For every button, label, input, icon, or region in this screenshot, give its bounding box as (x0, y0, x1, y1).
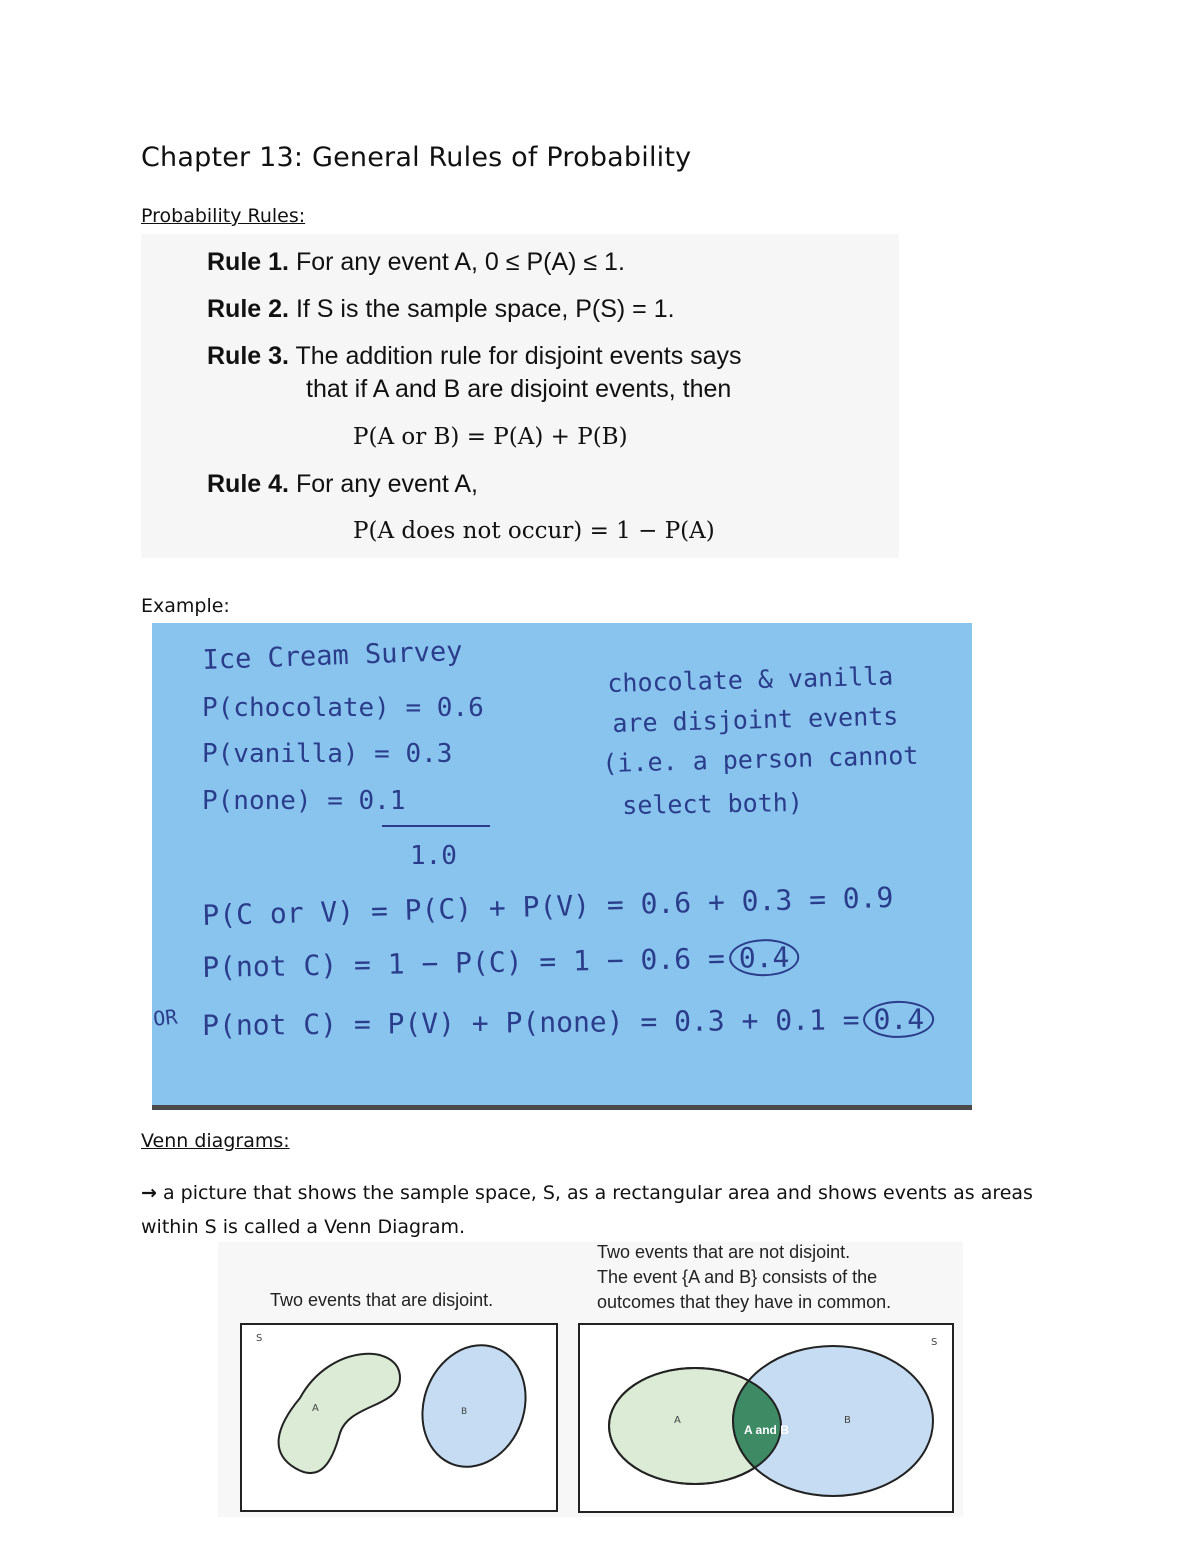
board-eq-or: P(C or V) = P(C) + P(V) = 0.6 + 0.3 = 0.9 (202, 880, 894, 932)
rule-2: Rule 2. If S is the sample space, P(S) = 1. (207, 295, 675, 323)
board-sum-line (382, 825, 490, 827)
venn-right-caption-3: outcomes that they have in common. (597, 1292, 892, 1312)
venn-heading: Venn diagrams: (141, 1130, 290, 1152)
rules-heading: Probability Rules: (141, 205, 306, 227)
venn-description (141, 1176, 1071, 1244)
example-label: Example: (141, 595, 230, 617)
board-p-vanilla: P(vanilla) = 0.3 (202, 739, 453, 769)
a-label: A (674, 1415, 681, 1426)
venn-description-text: a picture that shows the sample space, S, as a rectangular area and shows events as areas within S is called a Venn Diagram. (141, 1182, 1033, 1238)
whiteboard-photo (152, 623, 972, 1110)
venn-overlap-diagram (578, 1323, 956, 1515)
s-label: S (256, 1333, 263, 1344)
rule-3-formula: P(A or B) = P(A) + P(B) (353, 424, 628, 450)
venn-disjoint-diagram (240, 1323, 560, 1513)
b-label: B (461, 1407, 468, 1417)
rule-3-continued: that if A and B are disjoint events, then (306, 375, 732, 403)
rule-4: Rule 4. For any event A, (207, 470, 478, 498)
a-label: A (312, 1403, 319, 1414)
page-title: Chapter 13: General Rules of Probability (141, 142, 692, 173)
board-answer-circle-1: 0.4 (728, 939, 799, 977)
rule-1: Rule 1. For any event A, 0 ≤ P(A) ≤ 1. (207, 248, 625, 276)
board-note-4: select both) (622, 787, 804, 820)
s-label: S (931, 1337, 938, 1348)
venn-right-caption (597, 1240, 891, 1315)
board-p-none: P(none) = 0.1 (202, 786, 406, 816)
venn-left-caption: Two events that are disjoint. (270, 1290, 494, 1310)
board-answer-circle-2: 0.4 (863, 1001, 934, 1039)
board-p-chocolate: P(chocolate) = 0.6 (202, 693, 484, 723)
board-note-2: are disjoint events (612, 701, 899, 738)
board-note-3: (i.e. a person cannot (602, 740, 919, 778)
rule-3: Rule 3. The addition rule for disjoint events says (207, 342, 742, 370)
rules-box (141, 234, 899, 558)
board-note-1: chocolate & vanilla (607, 661, 894, 698)
a-and-b-label: A and B (744, 1423, 789, 1437)
board-survey-title: Ice Cream Survey (202, 635, 464, 676)
rule-4-formula: P(A does not occur) = 1 − P(A) (353, 518, 715, 544)
board-sum: 1.0 (410, 841, 457, 871)
arrow-icon: → (141, 1182, 157, 1204)
board-eq-not-c: P(not C) = 1 − P(C) = 1 − 0.6 = 0.4 (202, 941, 800, 984)
venn-right-caption-2: The event {A and B} consists of the (597, 1267, 878, 1287)
b-label: B (844, 1415, 851, 1426)
board-or-label: OR (152, 1004, 179, 1031)
board-eq-not-c-alt: P(not C) = P(V) + P(none) = 0.3 + 0.1 = 0.4 (202, 1003, 934, 1042)
venn-right-caption-1: Two events that are not disjoint. (597, 1242, 851, 1262)
